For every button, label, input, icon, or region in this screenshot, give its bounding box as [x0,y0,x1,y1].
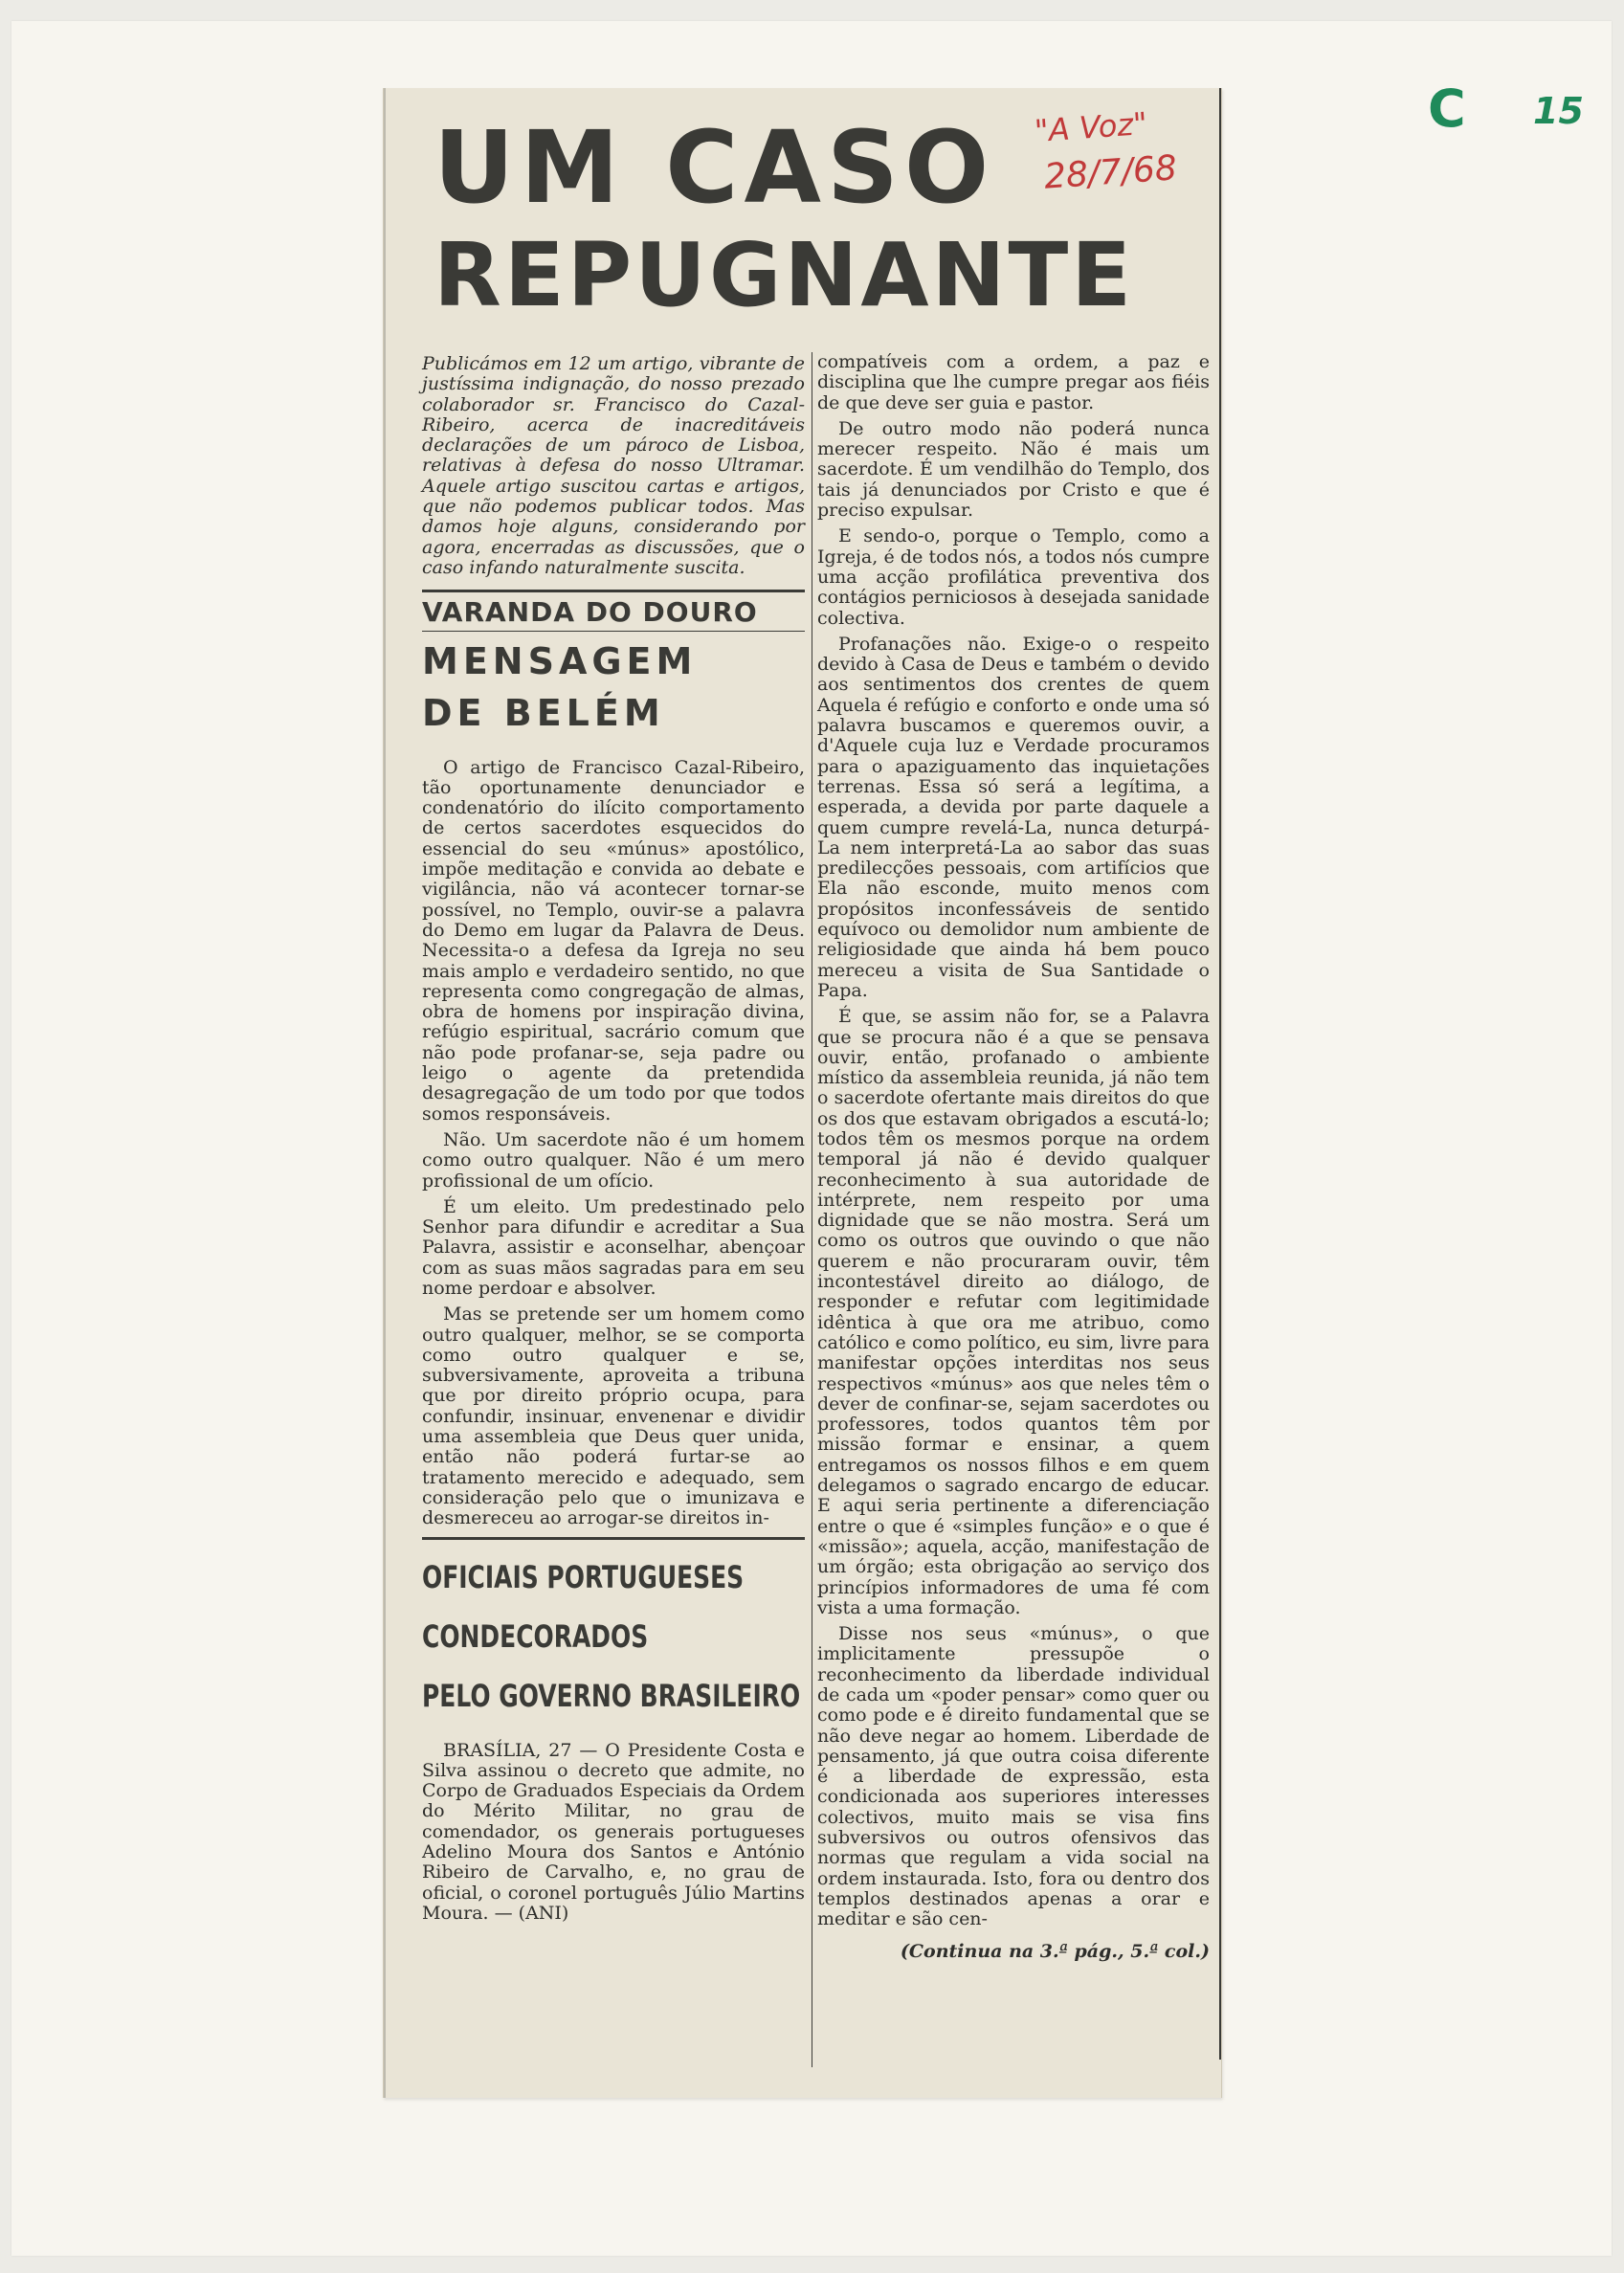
body-paragraph: Não. Um sacerdote não é um homem como outro qualquer. Não é um mero profissional de um ofício. [422,1128,805,1192]
article-heading-oficiais [422,1548,804,1726]
body-paragraph: Mas se pretende ser um homem como outro qualquer, melhor, se se comporta como outro qualquer e se, subversivamente, aproveita a tribuna que por direito próprio ocupa, para confundir, insinuar, envenenar e dividir uma assembleia que Deus quer unida, então não poderá furtar-se ao tratamento merecido e adequado, sem consideração pelo que o imunizava e desmereceu ao arrogar-se direitos in- [422,1304,805,1529]
body-paragraph: compatíveis com a ordem, a paz e disciplina que lhe cumpre pregar aos fiéis de que deve ser guia e pastor. [817,351,1210,413]
body-paragraph: BRASÍLIA, 27 — O Presidente Costa e Silva assinou o decreto que admite, no Corpo de Graduados Especiais da Ordem do Mérito Militar, no grau de comendador, os generais portugueses Adelino Moura dos Santos e António Ribeiro de Carvalho, e, no grau de oficial, o coronel português Júlio Martins Moura. — (ANI) [422,1739,805,1924]
right-column [817,352,1210,1968]
body-paragraph: De outro modo não poderá nunca merecer respeito. Não é mais um sacerdote. É um vendilhão do Templo, dos tais já denunciados por Cristo e que é preciso expulsar. [817,417,1210,522]
body-paragraph: É que, se assim não for, se a Palavra que se procura não é a que se pensava ouvir, então, profanado o ambiente místico da assembleia reunida, já não tem o sacerdote ofertante mais direitos do que os dos que estavam obrigados a escutá-lo; todos têm os mesmos porque na ordem temporal já não é devido qualquer reconhecimento à sua autoridade de intérprete, nem respeito por uma dignidade que se não mostra. Será um como os outros que ouvindo o que não querem e não procuraram ouvir, têm incontestável direito ao diálogo, de responder e refutar com legitimidade idêntica à que ora me atribuo, como católico e como político, eu sim, livre para manifestar opções interditas nos seus respectivos «múnus» aos que neles têm o dever de confinar-se, sejam sacerdotes ou professores, todos quantos têm por missão formar e ensinar, a quem entregamos os nossos filhos e em quem delegamos o sagrado encargo de educar. E aqui seria pertinente a diferenciação entre o que é «simples função» e o que é «missão»; aquela, acção, manifestação de um órgão; esta obrigação ao serviço dos princípios informadores de uma fé com vista a uma formação. [817,1006,1210,1618]
heading-line: OFICIAIS PORTUGUESES [422,1558,745,1595]
body-paragraph: E sendo-o, porque o Templo, como a Igreja, é de todos nós, a todos nós cumpre uma acção profilática preventiva dos contágios perniciosos à desejada sanidade colectiva. [817,525,1210,629]
section-rule-thin [422,631,805,632]
article-heading-mensagem [422,635,805,739]
archive-page-number: 15 [1533,90,1584,132]
section-title-varanda: VARANDA DO DOURO [422,596,758,629]
intro-paragraph: Publicámos em 12 um artigo, vibrante de justíssima indignação, do nosso prezado colaborador sr. Francisco do Cazal-Ribeiro, acerca de inacreditáveis declarações de um pároco de Lisboa, relativas à defesa do nosso Ultramar. Aquele artigo suscitou cartas e artigos, que não podemos publicar todos. Mas damos hoje alguns, considerando por agora, encerradas as discussões, que o caso infando naturalmente suscita. [422,353,805,578]
body-paragraph: O artigo de Francisco Cazal-Ribeiro, tão oportunamente denunciador e condenatório do ilícito comportamento de certos sacerdotes esquecidos do essencial do seu «múnus» apostólico, impõe meditação e convida ao debate e vigilância, não vá acontecer tornar-se possível, no Templo, ouvir-se a palavra do Demo em lugar da Palavra de Deus. Necessita-o a defesa da Igreja no seu mais amplo e verdadeiro sentido, no que representa como congregação de almas, obra de homens por inspiração divina, refúgio espiritual, sacrário comum que não pode profanar-se, seja padre ou leigo o agente da pretendida desagregação de um todo por que todos somos responsáveis. [422,756,805,1125]
body-paragraph: É um eleito. Um predestinado pelo Senhor para difundir e acreditar a Sua Palavra, assistir e aconselhar, abençoar com as suas mãos sagradas para em seu nome perdoar e absolver. [422,1195,805,1299]
body-paragraph: Profanações não. Exige-o o respeito devido à Casa de Deus e também o devido aos sentimentos dos crentes de quem Aquela é refúgio e conforto e onde uma só palavra buscamos e queremos ouvir, a d'Aquele cuja luz e Verdade procuramos para o apaziguamento das inquietações terrenas. Essa só será a legítima, a esperada, a devida por parte daquele a quem cumpre revelá-La, nunca deturpá-La nem interpretá-La ao sabor das suas predilecções pessoais, com artifícios que Ela não esconde, muito menos com propósitos inconfessáveis de sentido equívoco ou demolidor num ambiente de religiosidade que ainda há bem pouco mereceu a visita de Sua Santidade o Papa. [817,633,1210,1001]
handwritten-date: 28/7/68 [1042,148,1179,197]
heading-line: MENSAGEM [422,639,698,682]
section-rule [422,1537,805,1540]
newspaper-clipping [383,88,1222,2098]
heading-line: CONDECORADOS [422,1617,649,1655]
left-column [422,354,805,1929]
heading-line: DE BELÉM [422,691,665,734]
continuation-note: (Continua na 3.ª pág., 5.ª col.) [900,1940,1210,1962]
body-paragraph: Disse nos seus «múnus», o que implicitamente pressupõe o reconhecimento da liberdade individual de cada um «poder pensar» como quer ou como pode e é direito fundamental que se não deve negar ao homem. Liberdade de pensamento, já que outra coisa diferente é a liberdade de expressão, esta condicionada aos superiores interesses colectivos, muito mais se visa fins subversivos ou outros ofensivos das normas que regulam a vida social na ordem instaurada. Isto, fora ou dentro dos templos destinados apenas a orar e meditar e são cen- [817,1623,1210,1930]
archive-letter-mark: C [1428,78,1466,139]
section-rule [422,590,805,592]
headline-line-1: UM CASO [434,109,995,226]
handwritten-source: "A Voz" [1033,104,1149,150]
headline-line-2: REPUGNANTE [434,224,1135,326]
heading-line: PELO GOVERNO BRASILEIRO [422,1677,801,1714]
